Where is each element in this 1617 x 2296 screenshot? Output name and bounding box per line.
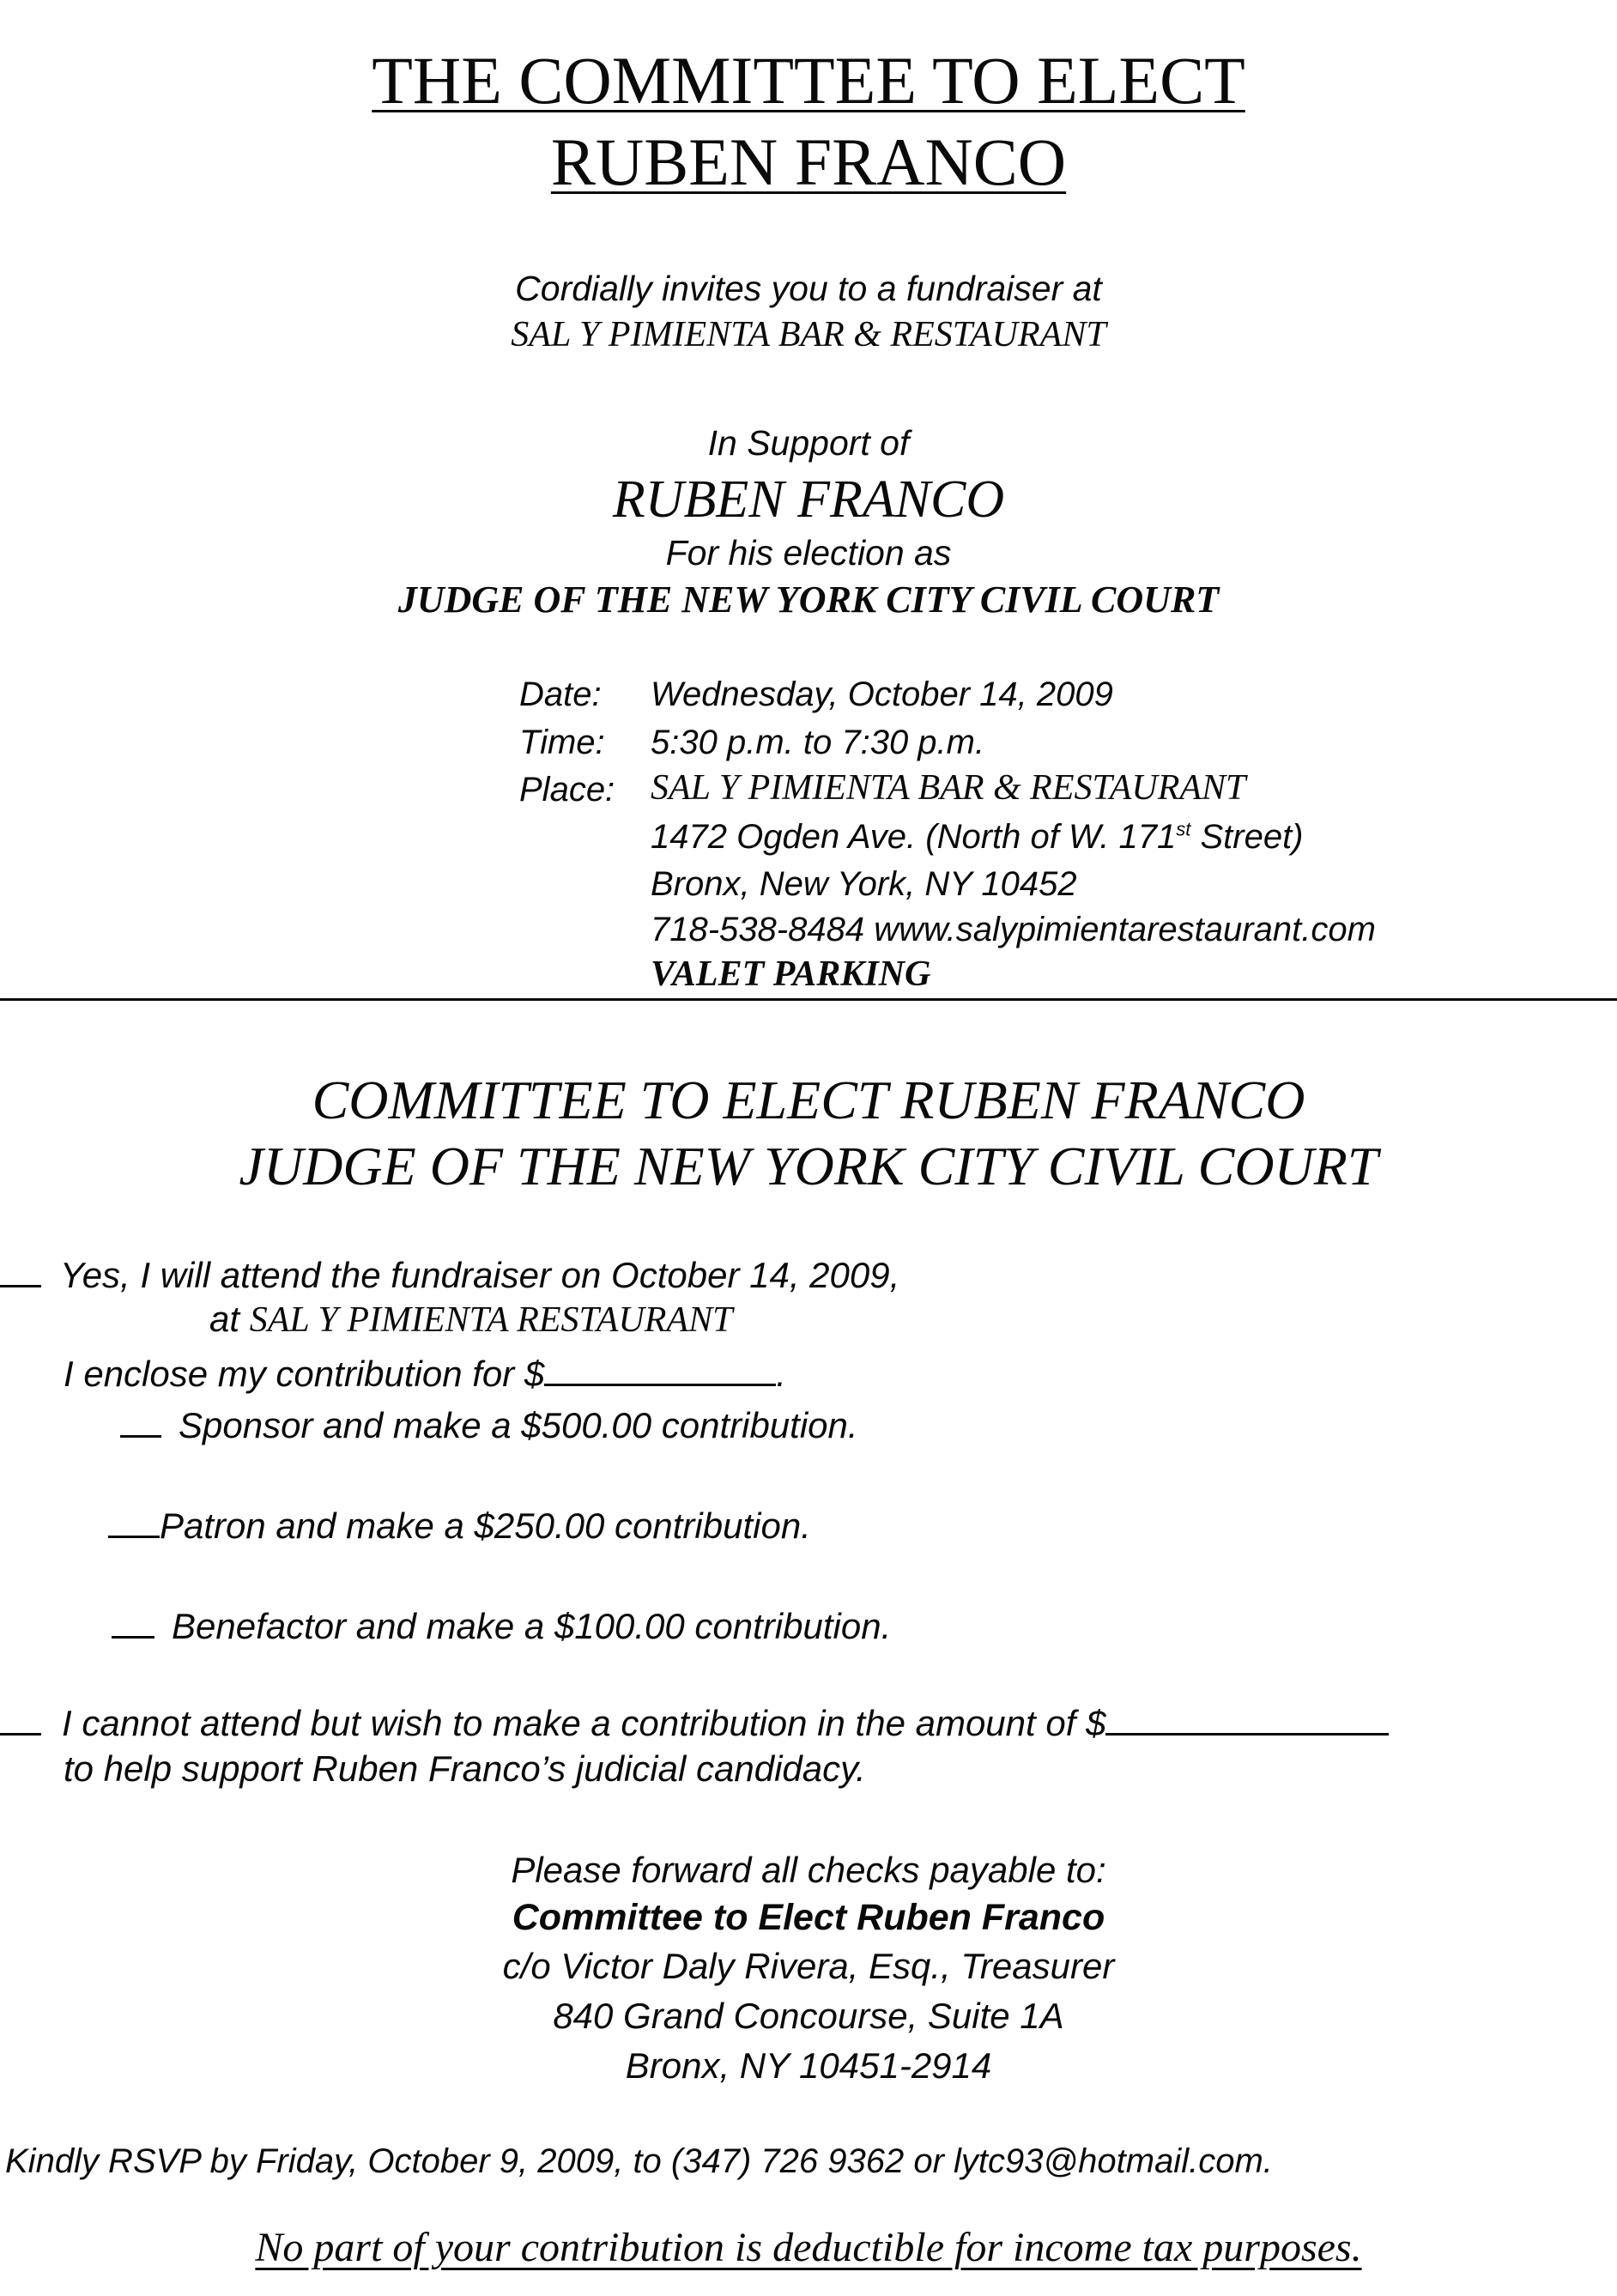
forward-checks: Please forward all checks payable to: xyxy=(511,1850,1106,1890)
date-label: Date: xyxy=(519,675,602,713)
candidate-name: RUBEN FRANCO xyxy=(612,470,1005,529)
enclose-amount-field[interactable] xyxy=(544,1348,776,1386)
enclose-line: I enclose my contribution for $ . xyxy=(64,1348,786,1397)
place-name: SAL Y PIMIENTA BAR & RESTAURANT xyxy=(651,768,1246,808)
title-line-2: RUBEN FRANCO xyxy=(550,124,1067,199)
place-label: Place: xyxy=(519,771,615,809)
treasurer-city: Bronx, NY 10451-2914 xyxy=(625,2045,992,2086)
invite-intro: Cordially invites you to a fundraiser at xyxy=(515,269,1102,308)
rsvp-line: Kindly RSVP by Friday, October 9, 2009, to (347) 726 9362 or lytc93@hotmail.com. xyxy=(5,2142,1273,2180)
place-city: Bronx, New York, NY 10452 xyxy=(651,865,1077,903)
place-phone-web: 718-538-8484 www.salypimientarestaurant.com xyxy=(651,911,1376,948)
election-as: For his election as xyxy=(665,533,952,572)
benefactor-option: Benefactor and make a $100.00 contribution. xyxy=(112,1598,891,1650)
patron-option: Patron and make a $250.00 contribution. xyxy=(108,1498,811,1549)
reply-heading-2: JUDGE OF THE NEW YORK CITY CIVIL COURT xyxy=(239,1136,1378,1196)
cut-line xyxy=(0,998,1617,1001)
care-of: c/o Victor Daly Rivera, Esq., Treasurer xyxy=(502,1946,1115,1986)
treasurer-street: 840 Grand Concourse, Suite 1A xyxy=(553,1996,1064,2036)
payee-name: Committee to Elect Ruben Franco xyxy=(512,1897,1105,1938)
time-label: Time: xyxy=(519,724,605,761)
contribution-amount-field[interactable] xyxy=(1105,1697,1389,1736)
cannot-attend-checkbox[interactable] xyxy=(0,1695,41,1736)
invite-venue: SAL Y PIMIENTA BAR & RESTAURANT xyxy=(511,315,1106,354)
reply-heading-1: COMMITTEE TO ELECT RUBEN FRANCO xyxy=(312,1069,1305,1130)
benefactor-checkbox[interactable] xyxy=(112,1598,154,1639)
title-line-1: THE COMMITTEE TO ELECT xyxy=(372,43,1245,118)
attend-checkbox[interactable] xyxy=(0,1249,41,1287)
place-address: 1472 Ogden Ave. (North of W. 171st Street) xyxy=(651,818,1304,856)
office-title: JUDGE OF THE NEW YORK CITY CIVIL COURT xyxy=(397,579,1220,621)
tax-disclaimer: No part of your contribution is deductible for income tax purposes. xyxy=(255,2225,1362,2270)
support-of: In Support of xyxy=(707,423,910,463)
sponsor-checkbox[interactable] xyxy=(120,1397,161,1438)
patron-checkbox[interactable] xyxy=(108,1498,160,1538)
attend-venue-line: at SAL Y PIMIENTA RESTAURANT xyxy=(209,1299,733,1340)
attend-option: Yes, I will attend the fundraiser on October 14, 2009, xyxy=(0,1249,899,1299)
sponsor-option: Sponsor and make a $500.00 contribution. xyxy=(120,1397,858,1449)
cannot-attend-line2: to help support Ruben Franco’s judicial candidacy. xyxy=(64,1748,866,1789)
valet-parking: VALET PARKING xyxy=(651,954,931,994)
time-value: 5:30 p.m. to 7:30 p.m. xyxy=(651,724,985,761)
date-value: Wednesday, October 14, 2009 xyxy=(651,675,1113,713)
cannot-attend-option: I cannot attend but wish to make a contribution in the amount of $ xyxy=(0,1695,1389,1747)
